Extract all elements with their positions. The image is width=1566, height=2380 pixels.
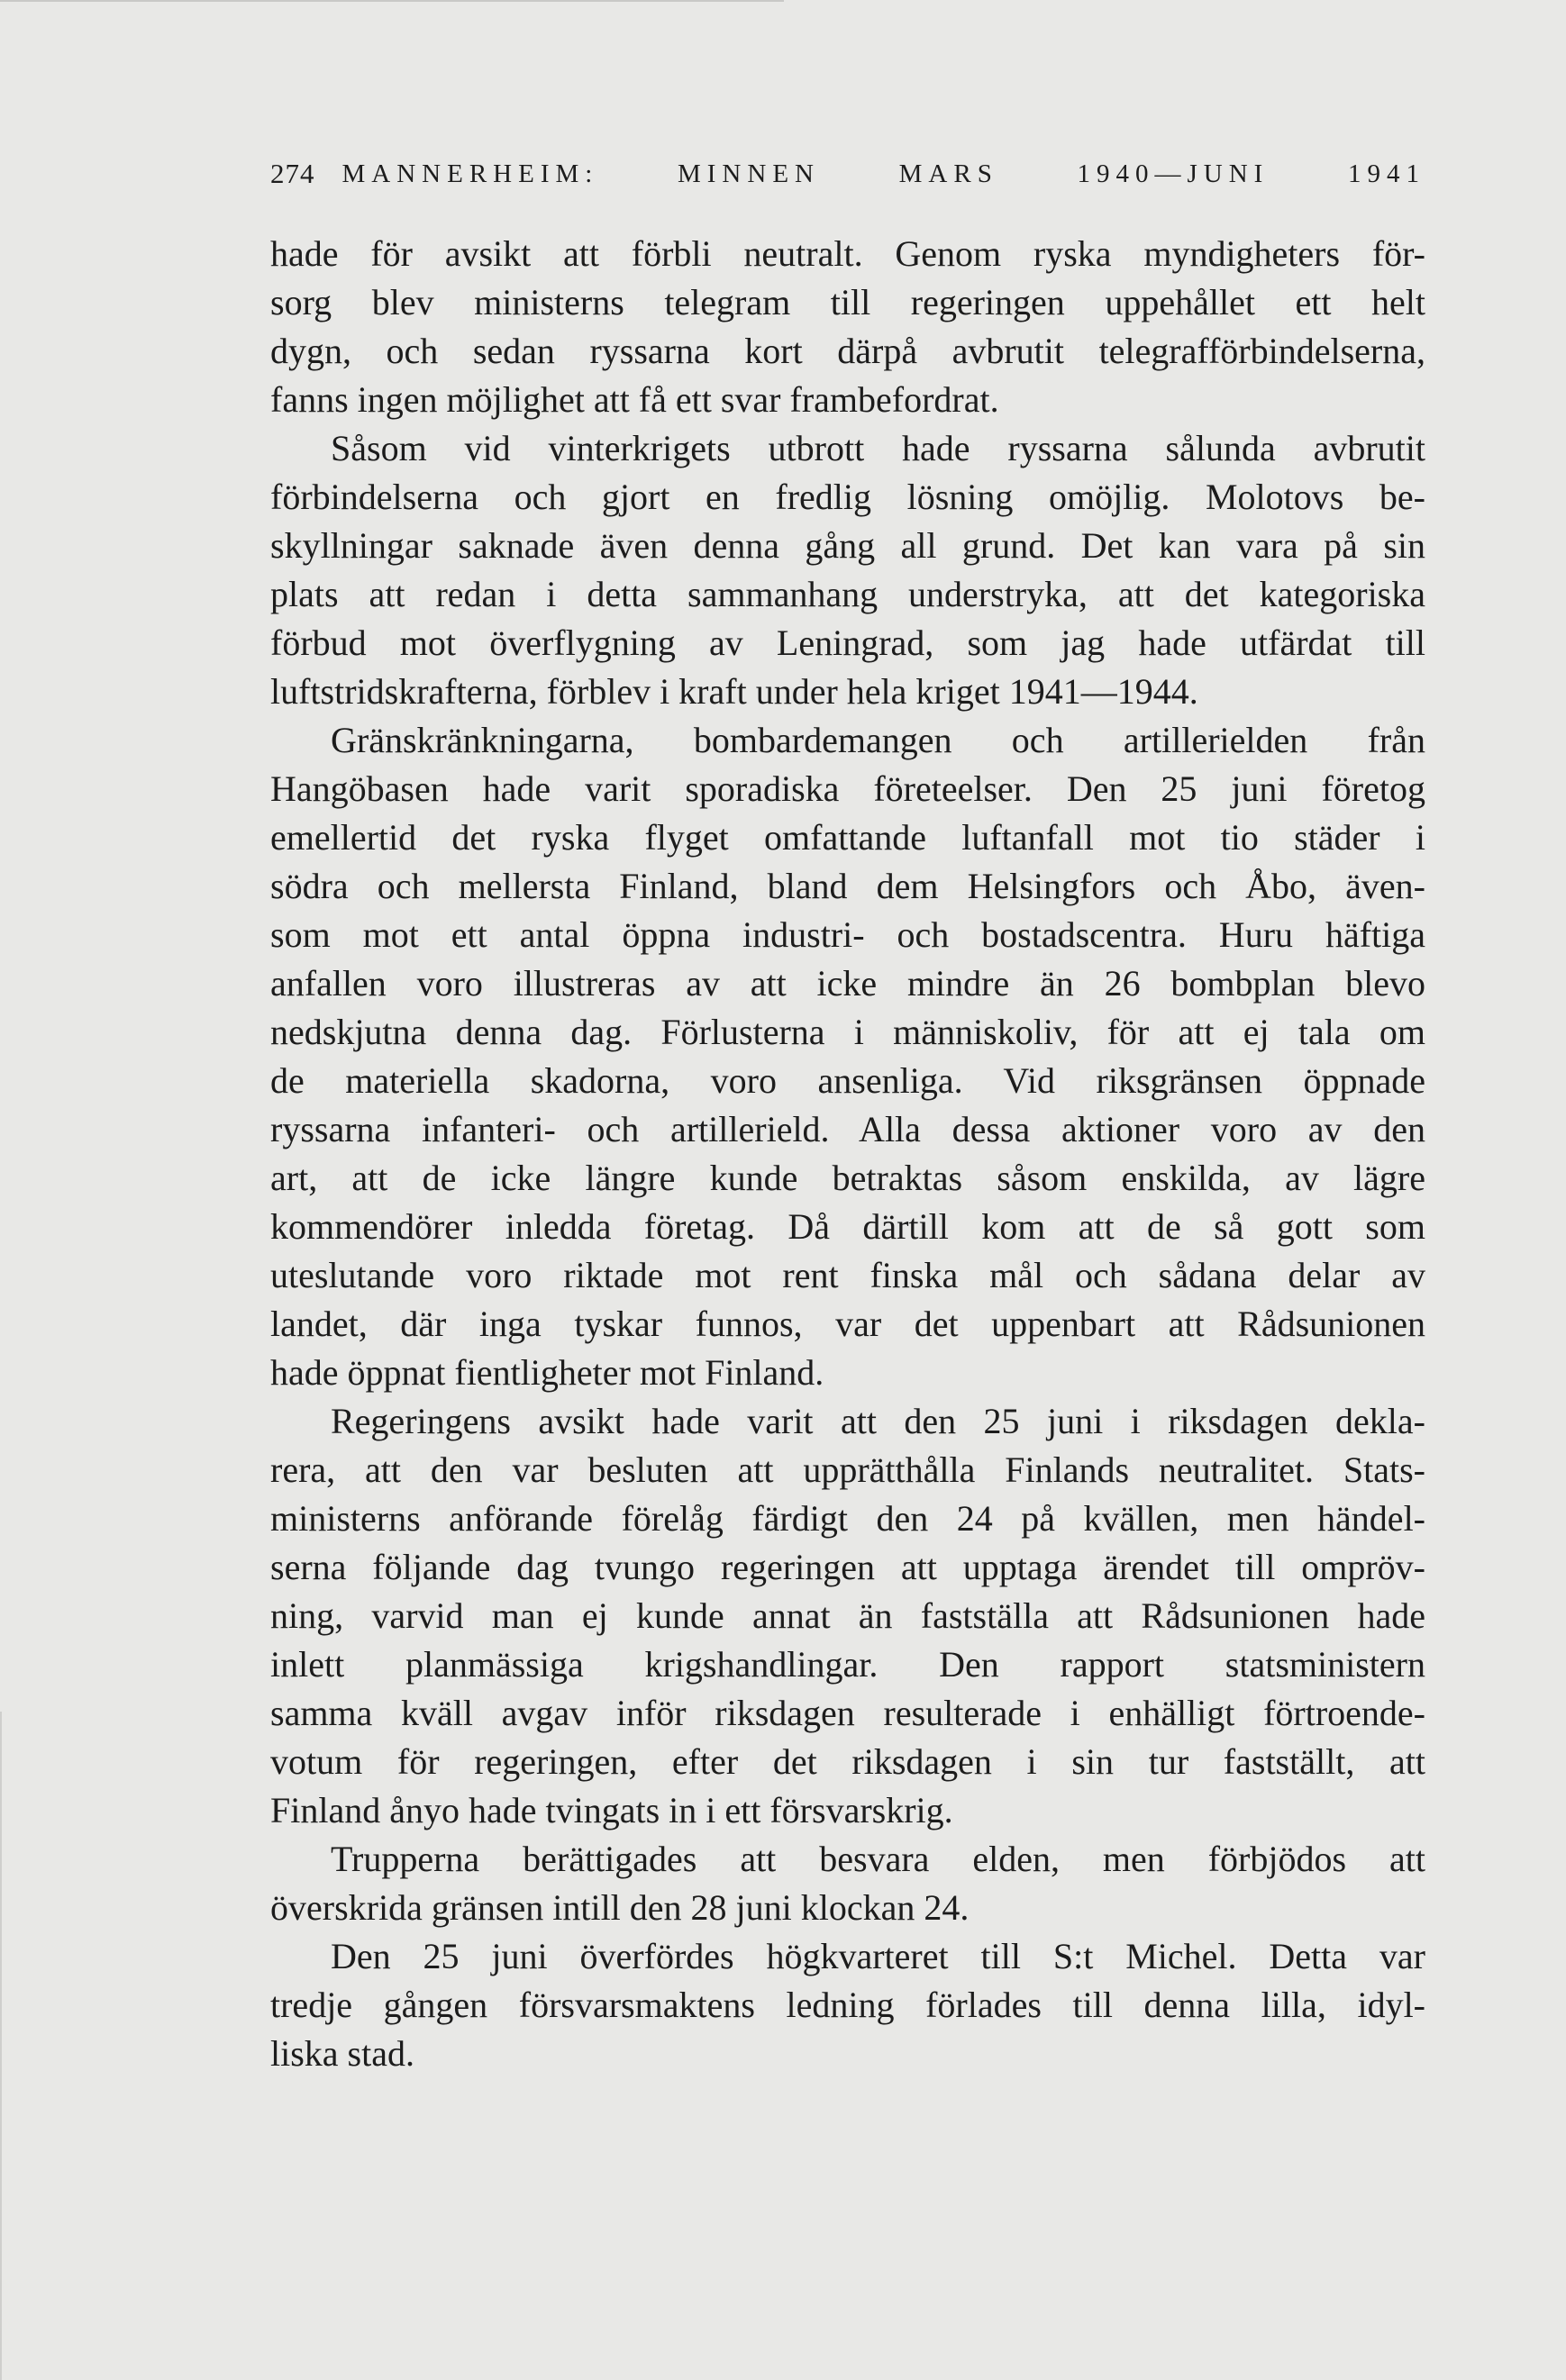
text-line: fanns ingen möjlighet att få ett svar frambefordrat.: [270, 379, 999, 420]
text-line: Trupperna berättigades att besvara elden, men förbjödos att: [331, 1839, 1425, 1879]
text-line: liska stad.: [270, 2033, 414, 2074]
text-line: sorg blev ministerns telegram till regeringen uppehållet ett helt: [270, 282, 1425, 322]
paragraph: [270, 716, 1425, 1397]
text-line: plats att redan i detta sammanhang understryka, att det kategoriska: [270, 574, 1425, 614]
text-line: de materiella skadorna, voro ansenliga. Vid riksgränsen öppnade: [270, 1060, 1425, 1101]
text-line: hade öppnat fientligheter mot Finland.: [270, 1352, 824, 1393]
text-line: ministerns anförande förelåg färdigt den 24 på kvällen, men händel-: [270, 1498, 1425, 1539]
text-line: södra och mellersta Finland, bland dem Helsingfors och Åbo, även-: [270, 866, 1425, 906]
running-title: MANNERHEIM: MINNEN MARS 1940—JUNI 1941: [341, 159, 1425, 188]
paragraph: [270, 1932, 1425, 2078]
text-line: luftstridskrafterna, förblev i kraft under hela kriget 1941—1944.: [270, 671, 1198, 712]
text-line: som mot ett antal öppna industri- och bostadscentra. Huru häftiga: [270, 914, 1425, 955]
text-line: Regeringens avsikt hade varit att den 25 juni i riksdagen dekla-: [331, 1401, 1425, 1441]
text-line: samma kväll avgav inför riksdagen resulterade i enhälligt förtroende-: [270, 1693, 1425, 1733]
paragraph: [270, 424, 1425, 716]
text-line: kommendörer inledda företag. Då därtill kom att de så gott som: [270, 1206, 1425, 1247]
text-line: hade för avsikt att förbli neutralt. Genom ryska myndigheters för-: [270, 233, 1425, 274]
paragraph: [270, 230, 1425, 424]
text-line: votum för regeringen, efter det riksdagen i sin tur fastställt, att: [270, 1741, 1425, 1782]
text-line: Hangöbasen hade varit sporadiska företeelser. Den 25 juni företog: [270, 768, 1425, 809]
text-line: serna följande dag tvungo regeringen att upptaga ärendet till ompröv-: [270, 1547, 1425, 1587]
text-line: förbindelserna och gjort en fredlig lösning omöjlig. Molotovs be-: [270, 477, 1425, 517]
text-line: art, att de icke längre kunde betraktas såsom enskilda, av lägre: [270, 1158, 1425, 1198]
text-line: landet, där inga tyskar funnos, var det uppenbart att Rådsunionen: [270, 1304, 1425, 1344]
text-line: skyllningar saknade även denna gång all grund. Det kan vara på sin: [270, 525, 1425, 566]
page-edge-top: [0, 0, 784, 2]
text-line: rera, att den var besluten att upprätthålla Finlands neutralitet. Stats-: [270, 1449, 1425, 1490]
text-line: emellertid det ryska flyget omfattande luftanfall mot tio städer i: [270, 817, 1425, 858]
running-header: [270, 156, 1425, 192]
body-text: [270, 230, 1425, 2078]
text-line: uteslutande voro riktade mot rent finska mål och sådana delar av: [270, 1255, 1425, 1295]
page-edge-left: [0, 1712, 2, 2380]
text-line: Den 25 juni överfördes högkvarteret till S:t Michel. Detta var: [331, 1936, 1425, 1976]
text-line: överskrida gränsen intill den 28 juni klockan 24.: [270, 1887, 970, 1928]
text-line: Såsom vid vinterkrigets utbrott hade ryssarna sålunda avbrutit: [331, 428, 1425, 468]
paragraph: [270, 1397, 1425, 1835]
text-line: ryssarna infanteri- och artillerield. Alla dessa aktioner voro av den: [270, 1109, 1425, 1149]
text-line: inlett planmässiga krigshandlingar. Den rapport statsministern: [270, 1644, 1425, 1685]
paragraph: [270, 1835, 1425, 1932]
text-line: nedskjutna denna dag. Förlusterna i människoliv, för att ej tala om: [270, 1012, 1425, 1052]
text-line: ning, varvid man ej kunde annat än fastställa att Rådsunionen hade: [270, 1595, 1425, 1636]
text-line: dygn, och sedan ryssarna kort därpå avbrutit telegrafförbindelserna,: [270, 331, 1425, 371]
page-number: 274: [270, 158, 315, 189]
text-line: förbud mot överflygning av Leningrad, som jag hade utfärdat till: [270, 622, 1425, 663]
text-line: Gränskränkningarna, bombardemangen och artillerielden från: [331, 720, 1425, 760]
text-line: tredje gången försvarsmaktens ledning förlades till denna lilla, idyl-: [270, 1985, 1425, 2025]
text-line: Finland ånyo hade tvingats in i ett försvarskrig.: [270, 1790, 953, 1830]
text-line: anfallen voro illustreras av att icke mindre än 26 bombplan blevo: [270, 963, 1425, 1004]
